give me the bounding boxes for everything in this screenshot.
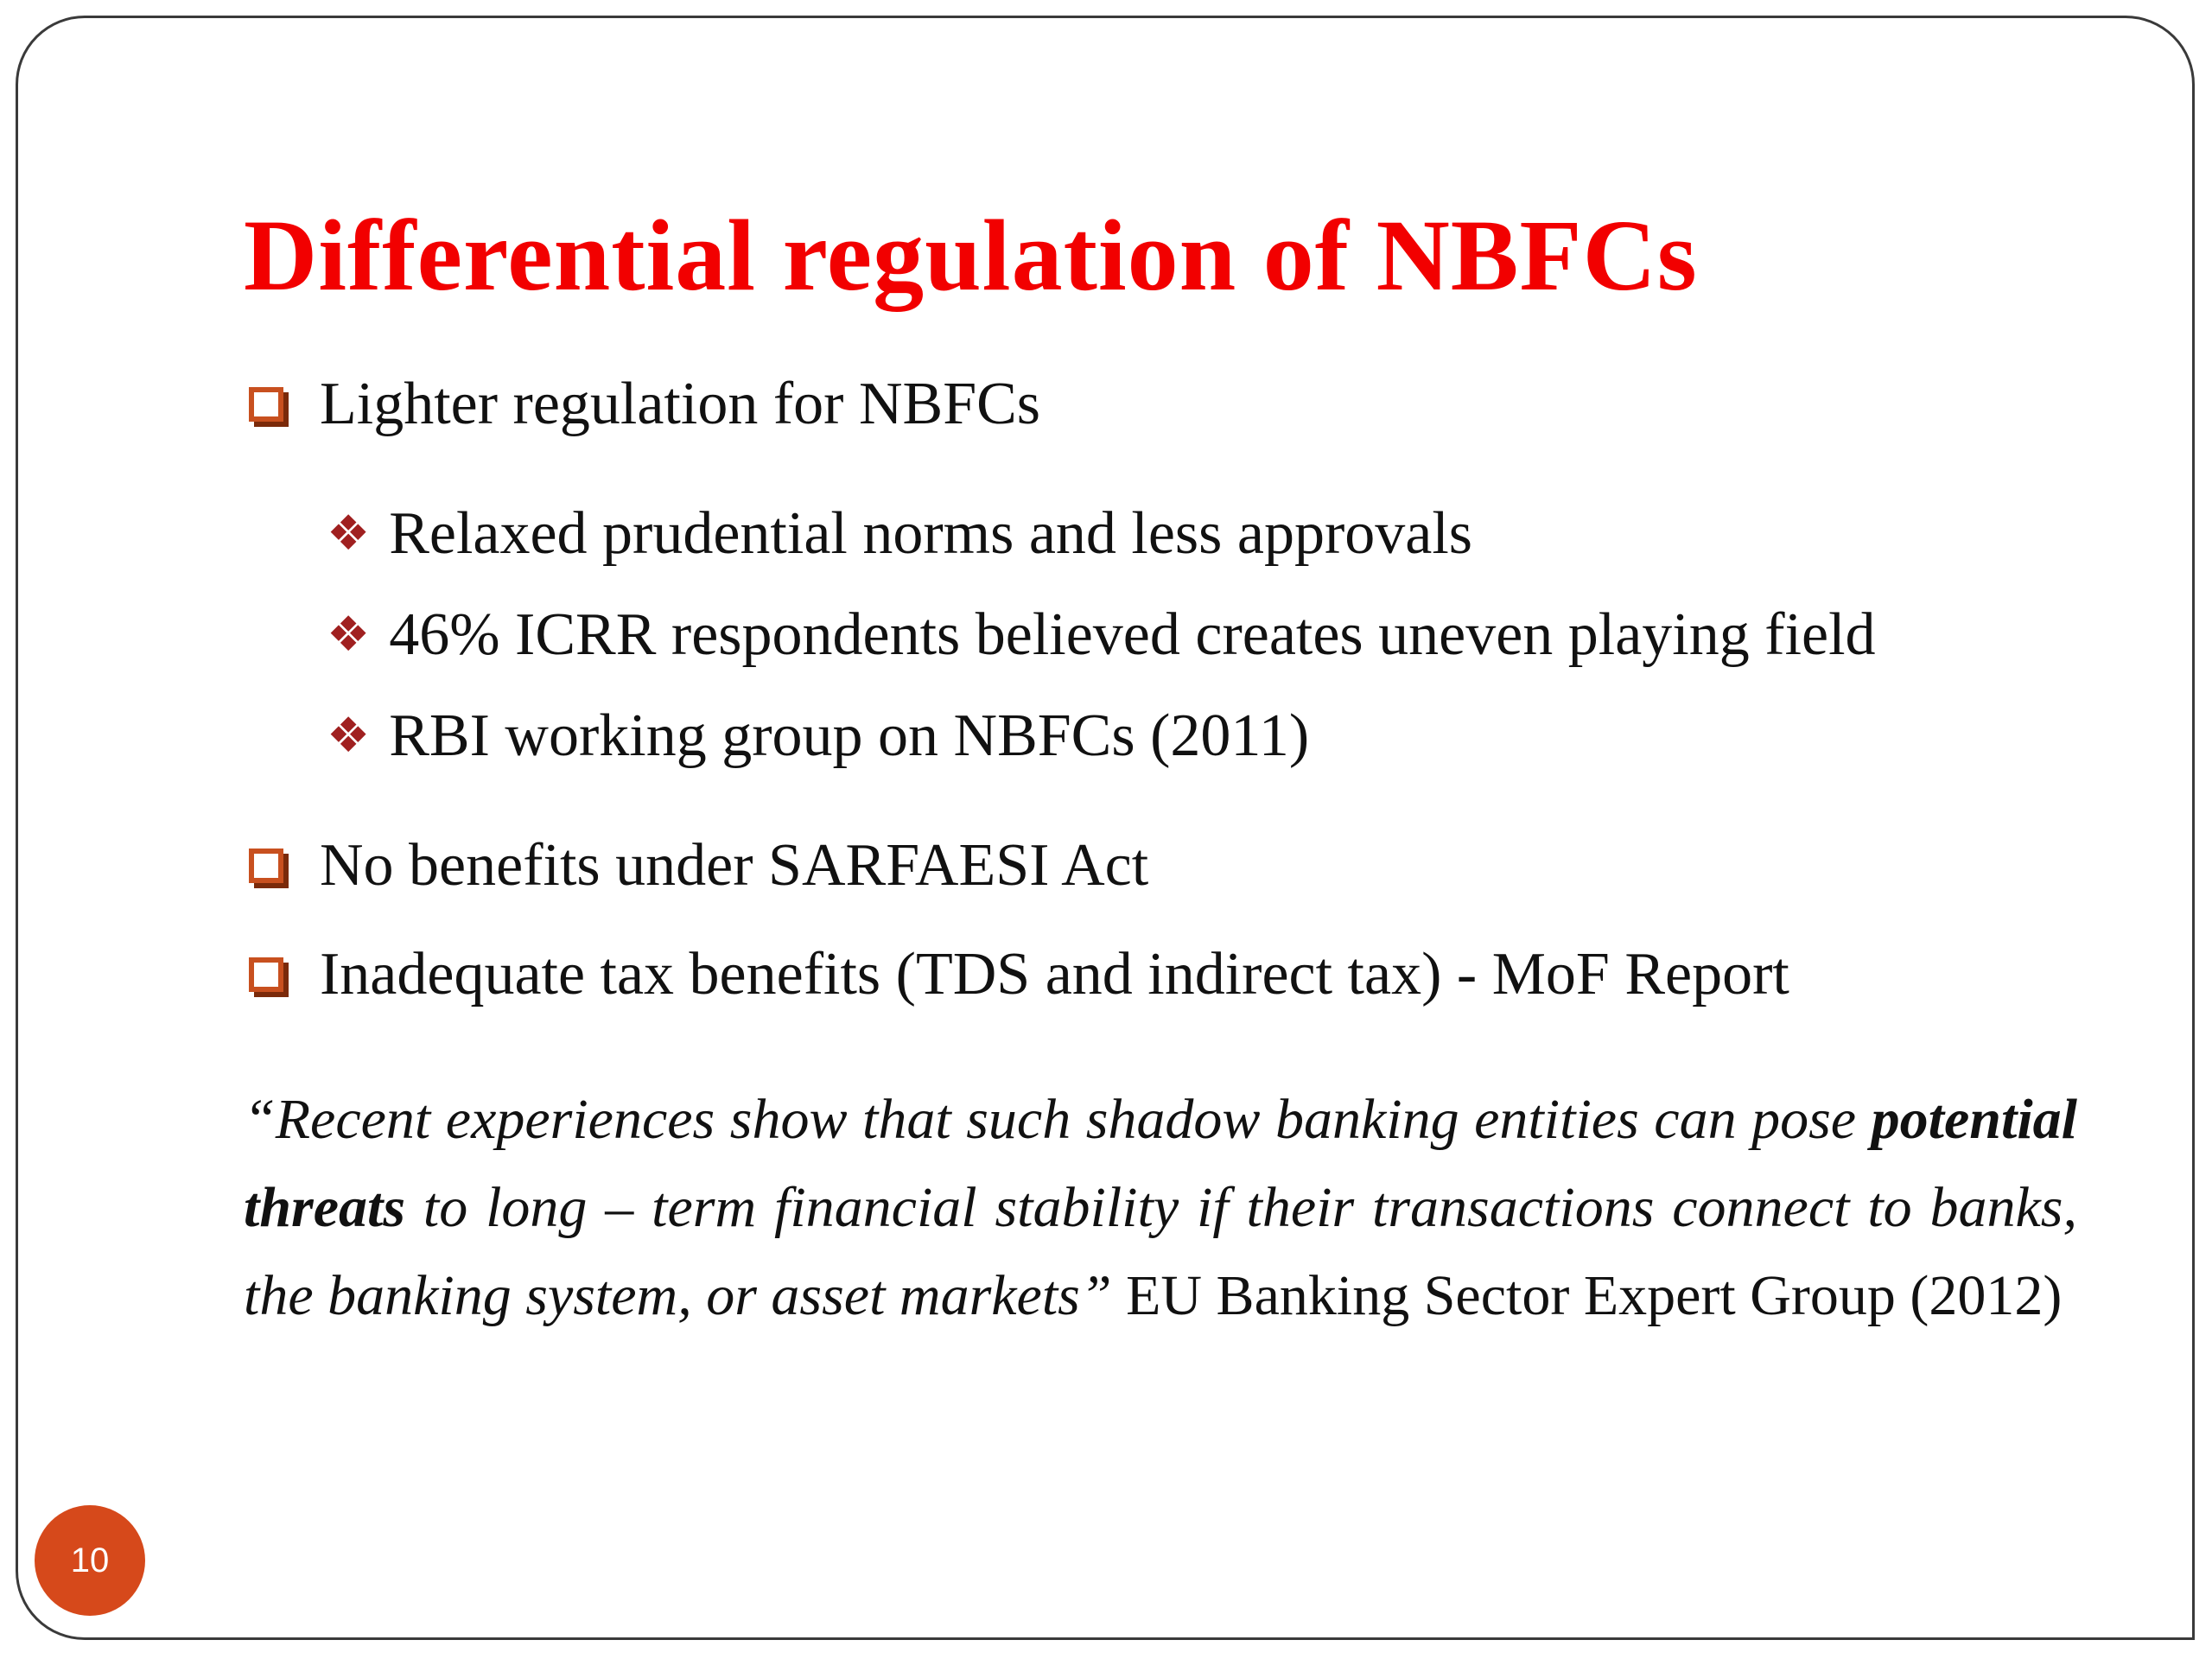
sub-bullet-item: [327, 499, 1472, 569]
quote-text: “Recent experiences show that such shadow banking entities can pose: [244, 1088, 1872, 1151]
diamond-bullet-icon: ❖: [327, 607, 371, 663]
bullet-item: [249, 831, 1148, 900]
page-number-badge: 10: [35, 1505, 145, 1616]
sub-bullet-text: Relaxed prudential norms and less approvals: [389, 500, 1473, 567]
diamond-bullet-icon: ❖: [327, 708, 371, 764]
sub-bullet-item: [327, 702, 1309, 771]
sub-bullet-text: 46% ICRR respondents believed creates uneven playing field: [389, 601, 1876, 668]
sub-bullet-item: [327, 601, 1876, 670]
quote-text-continued: to long – term financial stability if their transactions connect to banks, the banking system, or asset markets”: [244, 1176, 2077, 1327]
slide-title: Differential regulation of NBFCs: [244, 199, 1698, 312]
quote-source: EU Banking Sector Expert Group (2012): [1111, 1264, 2063, 1327]
bullet-text: Inadequate tax benefits (TDS and indirect tax) - MoF Report: [320, 941, 1789, 1007]
square-bullet-icon: [249, 957, 283, 992]
sub-bullet-text: RBI working group on NBFCs (2011): [389, 702, 1310, 769]
quote-emphasis: potential threats: [244, 1088, 2077, 1239]
bullet-text: Lighter regulation for NBFCs: [320, 371, 1041, 437]
square-bullet-icon: [249, 849, 283, 883]
bullet-text: No benefits under SARFAESI Act: [320, 832, 1149, 899]
square-bullet-icon: [249, 387, 283, 422]
bullet-item: [249, 940, 1789, 1009]
diamond-bullet-icon: ❖: [327, 505, 371, 562]
bullet-item: [249, 370, 1040, 439]
quote-block: [244, 1076, 2077, 1340]
